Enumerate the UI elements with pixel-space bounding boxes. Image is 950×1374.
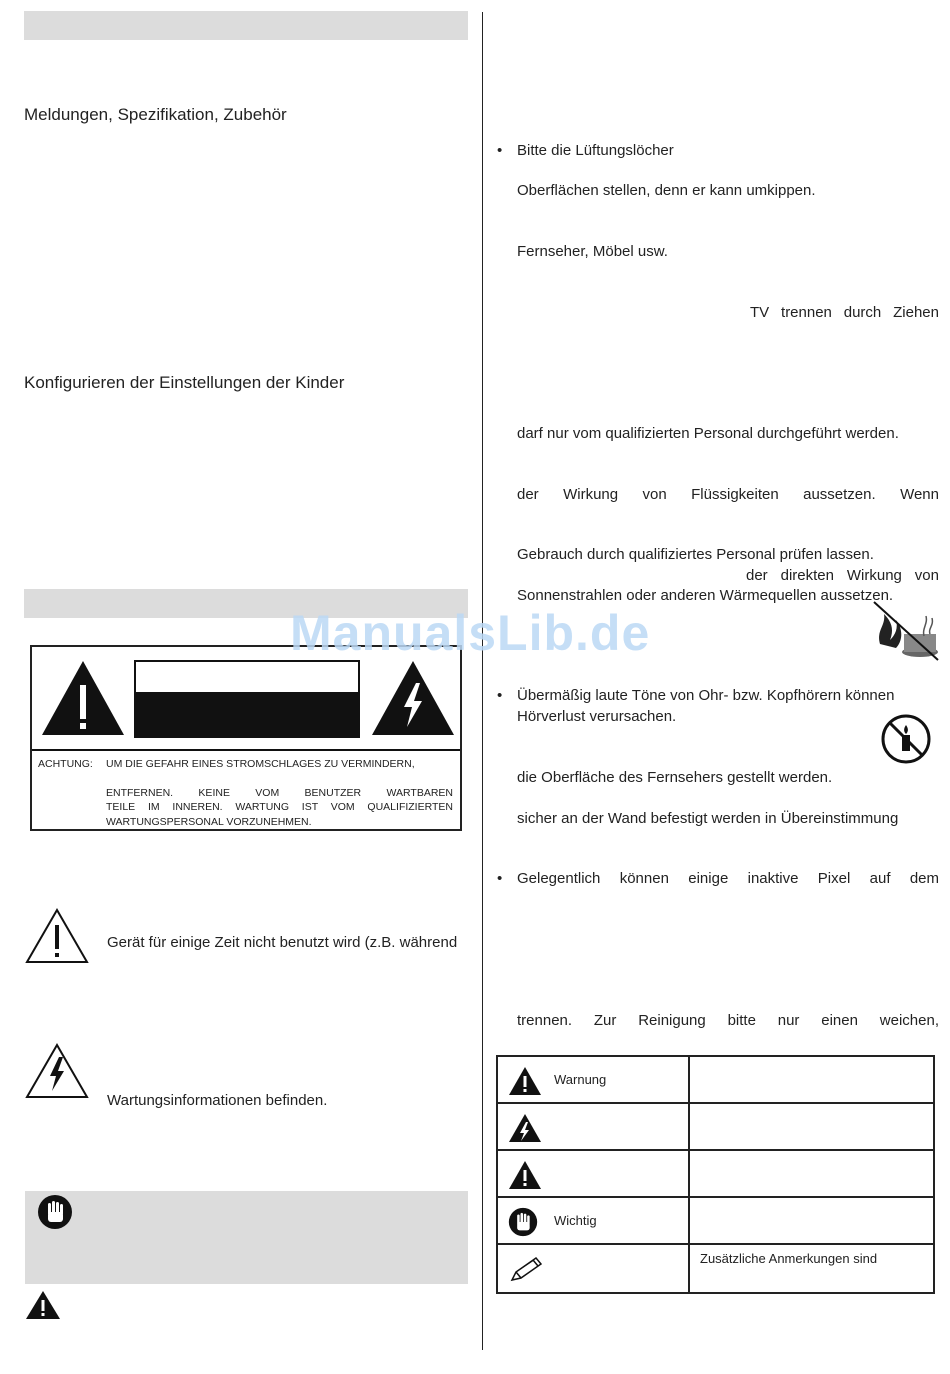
para-sunlight: Sonnenstrahlen oder anderen Wärmequellen aussetzen.: [517, 587, 894, 604]
heading-messages: Meldungen, Spezifikation, Zubehör: [24, 105, 287, 124]
para-hearing-loss: Hörverlust verursachen.: [517, 708, 677, 725]
warning-achtung-label: ACHTUNG:: [38, 758, 93, 770]
no-candle-icon: [880, 713, 932, 765]
warning-line-3: TEILE IM INNEREN. WARTUNG IST VOM QUALIFIZIERTEN: [106, 801, 453, 813]
bullet-2: •: [497, 687, 503, 704]
warning-line-4: WARTUNGSPERSONAL VORZUNEHMEN.: [106, 816, 312, 828]
caution-triangle-icon: [508, 1160, 542, 1190]
hand-stop-icon: [37, 1194, 73, 1230]
exclamation-triangle-icon: [40, 659, 126, 737]
para-liquids: der Wirkung von Flüssigkeiten aussetzen. Wenn: [517, 486, 939, 503]
lightning-icon: [508, 1113, 542, 1143]
para-tv-surface: die Oberfläche des Fernsehers gestellt werden.: [517, 769, 833, 786]
para-unplug: TV trennen durch Ziehen: [750, 304, 939, 321]
legend-row-electric: [498, 1104, 933, 1151]
section-header-bar-top: [24, 11, 468, 40]
warning-triangle-small-icon: [25, 1290, 61, 1320]
column-divider: [482, 12, 483, 1350]
warning-line-1: UM DIE GEFAHR EINES STROMSCHLAGES ZU VERMINDERN,: [106, 758, 415, 770]
para-surfaces: Oberflächen stellen, denn er kann umkippen.: [517, 182, 816, 199]
para-wall-mount: sicher an der Wand befestigt werden in Übereinstimmung: [517, 810, 899, 827]
lightning-triangle-icon: [370, 659, 456, 737]
symbol-legend-table: [496, 1055, 935, 1294]
para-qualified-personnel: darf nur vom qualifizierten Personal durchgeführt werden.: [517, 425, 899, 442]
legend-row-caution: [498, 1151, 933, 1198]
bullet-3: •: [497, 870, 503, 887]
para-loud-sounds: Übermäßig laute Töne von Ohr- bzw. Kopfhörern können: [517, 687, 895, 704]
bullet-1: •: [497, 142, 503, 159]
lightning-outline-icon: [25, 1043, 89, 1099]
warning-triangle-icon: [508, 1066, 542, 1096]
legend-row-note: [498, 1245, 933, 1292]
electric-shock-warning-box: [30, 645, 462, 831]
hand-stop-icon: [508, 1207, 538, 1237]
caution-outline-icon: [25, 908, 89, 964]
legend-row-warning: [498, 1057, 933, 1104]
important-note-box: [25, 1191, 468, 1284]
legend-row-important: [498, 1198, 933, 1245]
para-furniture: Fernseher, Möbel usw.: [517, 243, 668, 260]
watermark: ManualsLib.de: [290, 605, 651, 661]
caution-text: Gerät für einige Zeit nicht benutzt wird (z.B. während: [107, 934, 458, 951]
caution-label-panel: [134, 660, 360, 738]
para-check-use: Gebrauch durch qualifiziertes Personal prüfen lassen.: [517, 546, 874, 563]
pencil-icon: [508, 1254, 544, 1284]
para-direct-effect: der direkten Wirkung von: [746, 567, 939, 584]
lightning-text: Wartungsinformationen befinden.: [107, 1092, 328, 1109]
para-ventilation: Bitte die Lüftungslöcher: [517, 142, 674, 159]
heading-children-settings: Konfigurieren der Einstellungen der Kinder: [24, 373, 345, 392]
warning-line-2: ENTFERNEN. KEINE VOM BENUTZER WARTBAREN: [106, 787, 453, 799]
legend-label-warning: Warnung: [554, 1072, 607, 1087]
para-cleaning: trennen. Zur Reinigung bitte nur einen weichen,: [517, 1012, 939, 1029]
legend-text-note: Zusätzliche Anmerkungen sind: [700, 1251, 878, 1266]
legend-label-important: Wichtig: [554, 1213, 597, 1228]
no-fire-icon: [872, 600, 940, 662]
para-inactive-pixels: Gelegentlich können einige inaktive Pixel auf dem: [517, 870, 939, 887]
